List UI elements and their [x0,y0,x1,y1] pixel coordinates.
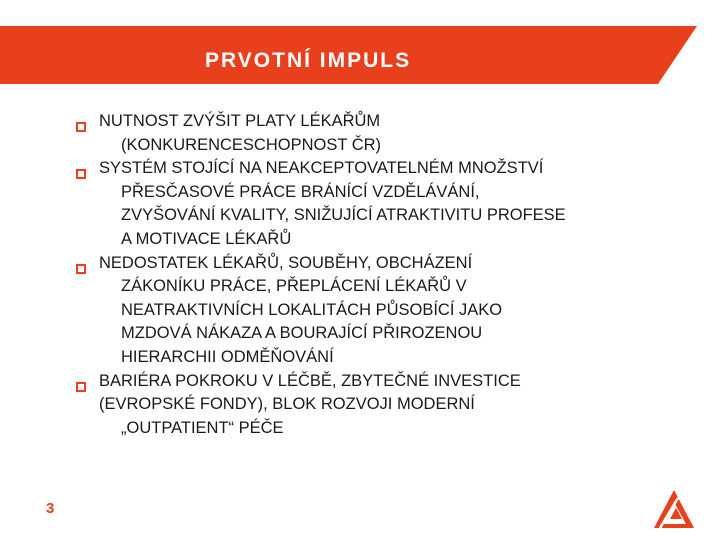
bullet-line: PŘESČASOVÉ PRÁCE BRÁNÍCÍ VZDĚLÁVÁNÍ, [121,182,480,201]
bullet-line: HIERARCHII ODMĚŇOVÁNÍ [121,347,334,366]
bullet-line: A MOTIVACE LÉKAŘŮ [121,229,292,248]
bullet-line: BARIÉRA POKROKU V LÉČBĚ, ZBYTEČNÉ INVESTICE [99,371,521,390]
bullet-item [76,252,676,370]
bullet-line: NEDOSTATEK LÉKAŘŮ, SOUBĚHY, OBCHÁZENÍ [99,253,473,272]
hollow-square-bullet-icon [76,376,86,386]
bullet-item [76,157,676,251]
hollow-square-bullet-icon [76,258,86,268]
bullet-item [76,110,676,157]
hollow-square-bullet-icon [76,116,86,126]
hollow-square-bullet-icon [76,163,86,173]
page-number: 3 [46,500,55,517]
bullet-item [76,370,676,441]
bullet-line: ZVYŠOVÁNÍ KVALITY, SNIŽUJÍCÍ ATRAKTIVITU PROFESE [121,206,566,225]
bullet-line: NUTNOST ZVÝŠIT PLATY LÉKAŘŮM [99,112,381,130]
bullet-line: MZDOVÁ NÁKAZA A BOURAJÍCÍ PŘIROZENOU [121,324,483,343]
triangle-logo-icon [652,488,696,535]
bullet-line: ZÁKONÍKU PRÁCE, PŘEPLÁCENÍ LÉKAŘŮ V [121,277,467,296]
slide-title: PRVOTNÍ IMPULS [205,49,412,72]
bullet-line: NEATRAKTIVNÍCH LOKALITÁCH PŮSOBÍCÍ JAKO [121,300,503,319]
bullet-line: (EVROPSKÉ FONDY), BLOK ROZVOJI MODERNÍ [99,395,475,414]
bullet-line: SYSTÉM STOJÍCÍ NA NEAKCEPTOVATELNÉM MNOŽSTVÍ [99,159,544,178]
bullet-line: „OUTPATIENT“ PÉČE [121,418,284,437]
bullet-line: (KONKURENCESCHOPNOST ČR) [121,135,382,154]
bullet-list [76,110,676,440]
